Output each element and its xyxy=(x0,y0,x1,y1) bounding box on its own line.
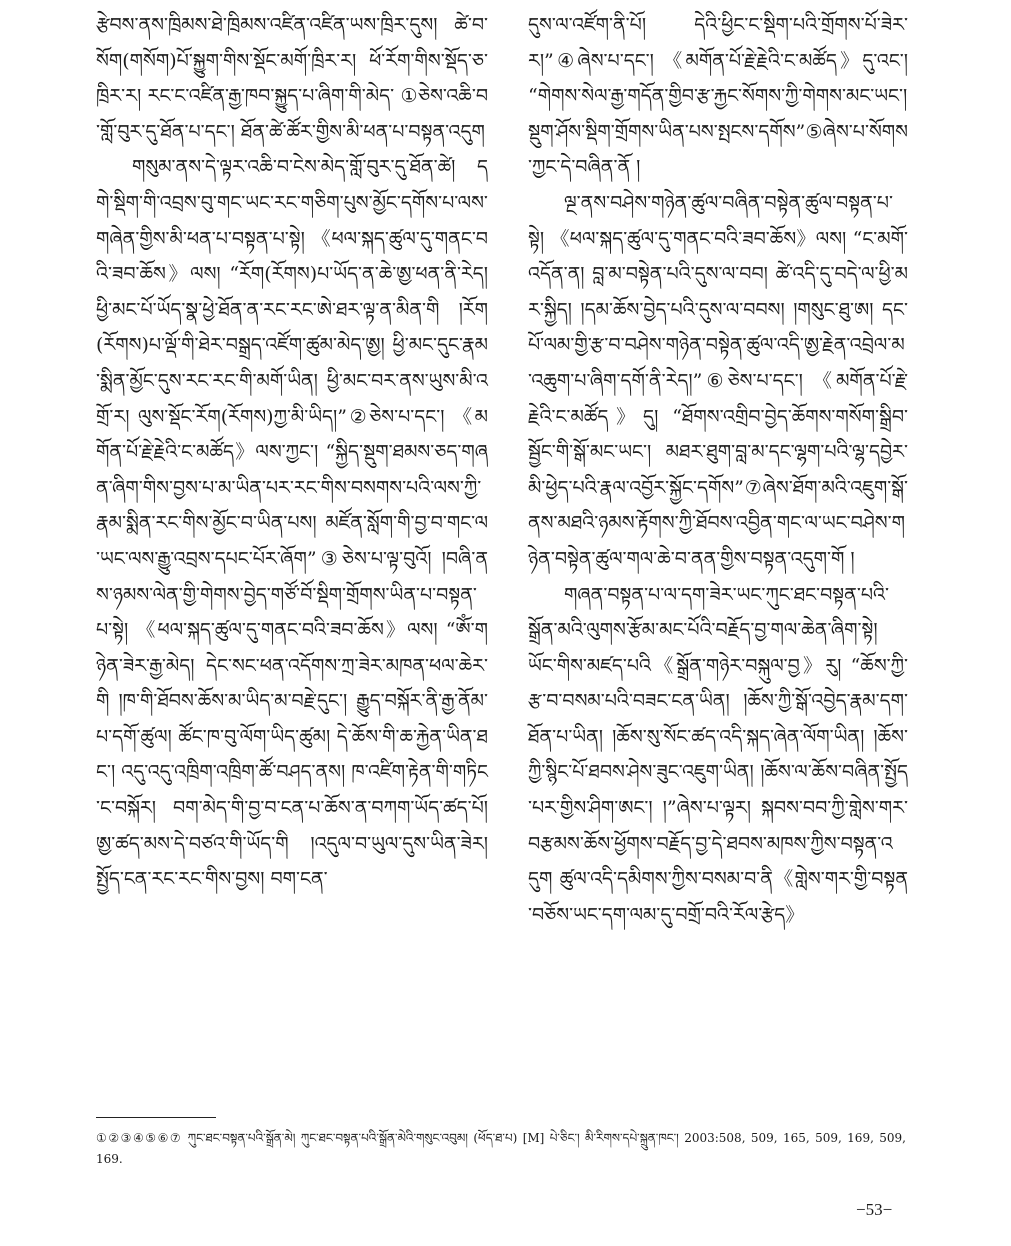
page-number: −53− xyxy=(856,1200,893,1219)
right-column xyxy=(528,8,908,933)
right-paragraph-2: ལྔ་ནས་བཤེས་གཉེན་ཚུལ་བཞིན་བསྟེན་ཚུལ་བསྟན་པ་སྟེ། 《ཕལ་སྐད་ཚུལ་དུ་གནང་བའི་ཟབ་ཆོས》ལས། “ང་མགོ་འདོན་ན། བླ་མ་བསྟེན་པའི་དུས་ལ་བབ། ཚེ་འདི་དུ་བདེ་ལ་ཕྱི་མར་སྐྱིད། །དམ་ཆོས་བྱེད་པའི་དུས་ལ་བབས། །གསུང་ཐུ་ཨ། དང་པོ་ལམ་གྱི་རྩ་བ་བཤེས་གཉེན་བསྟེན་ཚུལ་འདི་ཨྱ་རྗེན་འབྲེལ་མ་འཆུག་པ་ཞིག་དགོ་ནི་རེད།”⑥ཅེས་པ་དང་། 《མགོན་པོ་རྗེ་རྗེའི་ང་མཚོད》དུ། “ཐོགས་འགྲིབ་བྱེད་ཆོགས་གསོག་སྒྲིབ་སྦྱོང་གི་སྒོ་མང་ཡང་། མཐར་ཐུག་བླ་མ་དང་ལྷག་པའི་ལྷ་དབྱེར་མི་ཕྱེད་པའི་རྣལ་འབྱོར་སྐྱོང་དགོས”⑦ཞེས་ཐོག་མའི་འཇུག་སྒོ་ནས་མཐའི་ཉམས་རྟོགས་ཀྱི་ཐོབས་འབྱིན་གང་ལ་ཡང་བཤེས་གཉེན་བསྟེན་ཚུལ་གལ་ཆེ་བ་ནན་གྱིས་བསྟན་འདུག་གོ ། xyxy=(528,191,908,570)
left-paragraph-1: རྩེབས་ནས་ཁྲིམས་ཐེ་ཁྲིམས་འཛིན་འཛིན་ཡས་ཁྲིར་དུས། ཚེ་བ་སོག(གསོག)པོ་སྐྱུག་གིས་སྡོང་མགོ་ཁྲིར་ར། ཕོ་རོག་གིས་སྡོད་ཅ་ཁྲིར་ར། རང་ང་འཛིན་རྒྱ་ཁབ་སྐྱུད་པ་ཞིག་གི་མེད་ ①ཅེས་འཆི་བ་གློ་བུར་དུ་ཐོན་པ་དང་། ཐོན་ཚེ་ཚོར་གྱིས་མི་ཕན་པ་བསྟན་འདུག xyxy=(96,14,488,143)
left-column xyxy=(96,8,488,898)
left-paragraph-2: གསུམ་ནས་དེ་ལྟར་འཆི་བ་ངེས་མེད་གློ་བུར་དུ་ཐོན་ཚེ། དགེ་སྡིག་གི་འབྲས་བུ་གང་ཡང་རང་གཅིག་པུས་མྱོང་དགོས་པ་ལས་གཞེན་གྱིས་མི་ཕན་པ་བསྟན་པ་སྟེ། 《ཕལ་སྐད་ཚུལ་དུ་གནང་བའི་ཟབ་ཆོས》ལས། “རོག(རོགས)པ་ཡོད་ན་ཆེ་ཨྱ་ཕན་ནི་རེད། ཕྱི་མང་པོ་ཡོད་སྣ་ཕྱེ་ཐོན་ན་རང་རང་ཨེ་ཐར་ལྟ་ན་མིན་གི །རོག(རོགས)པ་ལྡོ་གི་ཐེར་བསྒྲད་འཛོག་ཚུམ་མེད་ཨྱ། ཕྱི་མང་དུང་རྣམ་སྨིན་མྱོང་དུས་རང་རང་གི་མགོ་ཡིན། ཕྱི་མང་བར་ནས་ཡུས་མི་འགྲོ་ར། ལུས་སྡོང་རོག(རོགས)ཀྱ་མི་ཡིད།”②ཅེས་པ་དང་། 《མགོན་པོ་རྗེ་རྗེའི་ང་མཚོད》ལས་ཀྱང་། “སྐྱིད་སྡུག་ཐམས་ཅད་གཞན་ཞིག་གིས་བྱས་པ་མ་ཡིན་པར་རང་གིས་བསགས་པའི་ལས་ཀྱི་རྣམ་སྨིན་རང་གིས་མྱོང་བ་ཡིན་པས། མཛོན་སློག་གི་བྱ་བ་གང་ལ་ཡང་ལས་རྒྱུ་འབྲས་དཔང་པོར་ཞོག”③ཅེས་པ་ལྟ་བུའོ། །བཞི་ནས་ཉམས་ལེན་གྱི་གེགས་བྱེད་གཙོ་བོ་སྡིག་གྲོགས་ཡིན་པ་བསྟན་པ་སྟེ། 《ཕལ་སྐད་ཚུལ་དུ་གནང་བའི་ཟབ་ཆོས》ལས། “ཨོཾ་གཉེན་ཟེར་རྒྱ་མེད། དེང་སང་ཕན་འདོགས་ཀྲ་ཟེར་མཁན་ཕལ་ཆེར་གི །ཁ་གི་ཐོབས་ཆོས་མ་ཡིད་མ་བརྗེ་དུང་། རྒྱུད་བསྐོར་ནི་རྒྱ་ནོམ་པ་དགོ་ཚུལ། ཚོང་ཁ་བུ་ལོག་ཡིད་ཚུམ། དེ་ཆོས་གི་ཆ་རྐྱེན་ཡིན་ཐང་། འདུ་འདུ་འཁྲིག་འཁྲིག་ཚོ་བཤད་ནས། ཁ་འཛིག་རྟེན་གི་གཏིང་ང་བསྐོར། བག་མེད་གི་བྱ་བ་ངན་པ་ཆོས་ན་བཀག་ཡོད་ཚད་པོ། ཨྱ་ཚད་མས་དེ་བཙའ་གི་ཡོད་གི །འདུལ་བ་ཡུལ་དུས་ཡིན་ཟེར། སྤྱོད་ངན་རང་རང་གིས་བྱས། བག་ངན་ xyxy=(96,156,488,891)
footnote: ①②③④⑤⑥⑦ ཀུང་ཐང་བསྟན་པའི་སྒྲོན་མེ། ཀུང་ཐང་བསྟན་པའི་སྒྲོན་མེའི་གསུང་འབུམ། (ཕོད་ཐ་པ) [M] པེ་ཅིང་། མི་རིགས་དཔེ་སྐྲུན་ཁང་། 2003:508, 509, 165, 509, 169, 509, 169. xyxy=(96,1131,906,1166)
right-paragraph-1: དུས་ལ་འཛོག་ནི་པོ། དེའི་ཕྱིང་ང་སྡིག་པའི་གྲོགས་པོ་ཟེར་ར།”④ཞེས་པ་དང་། 《མགོན་པོ་རྗེ་རྗེའི་ང་མཚོད》དུ་འང་། “གེགས་སེལ་རྒྱ་གདོན་གྱིབ་རྩ་རྐྱང་སོགས་ཀྱི་གེགས་མང་ཡང་། སྡུག་ཤོས་སྡིག་གྲོགས་ཡིན་པས་སྤངས་དགོས”⑤ཞེས་པ་སོགས་ཀྱང་དེ་བཞིན་ནོ ། xyxy=(528,14,908,179)
right-paragraph-3: གཞན་བསྟན་པ་ལ་དག་ཟེར་ཡང་ཀུང་ཐང་བསྟན་པའི་སྒྲོན་མའི་ལུགས་རྩོམ་མང་པོའི་བརྗོད་བྱ་གལ་ཆེན་ཞིག་སྟེ། ཡོང་གིས་མཛད་པའི《སྒྲོན་གཉེར་བསྐུལ་བྱ》རུ། “ཆོས་ཀྱི་རྩ་བ་བསམ་པའི་བཟང་ངན་ཡིན། །ཆོས་ཀྱི་སྒོ་འབྱེད་རྣམ་དག་ཐོན་པ་ཡིན། །ཆོས་སུ་སོང་ཚད་འདི་སྐད་ཞེན་ལོག་ཡིན། །ཆོས་ཀྱི་སྙིང་པོ་ཐབས་ཤེས་ཟུང་འཇུག་ཡིན། །ཆོས་ལ་ཆོས་བཞིན་སྤྱོད་པར་གྱིས་ཤིག་ཨང་། །”ཞེས་པ་ལྟར། སྐབས་བབ་ཀྱི་གླེས་གར་བརྩམས་ཆོས་ཕྱོགས་བརྗོད་བྱ་དེ་ཐབས་མཁས་ཀྱིས་བསྟན་འདུག ཚུལ་འདི་དམིགས་ཀྱིས་བསམ་བ་ནི《གླེས་གར་གྱི་བསྟན་བཅོས་ཡང་དག་ལམ་དུ་བགྲོ་བའི་རོལ་རྩེད》 xyxy=(528,583,908,926)
footnote-divider xyxy=(96,1117,216,1118)
